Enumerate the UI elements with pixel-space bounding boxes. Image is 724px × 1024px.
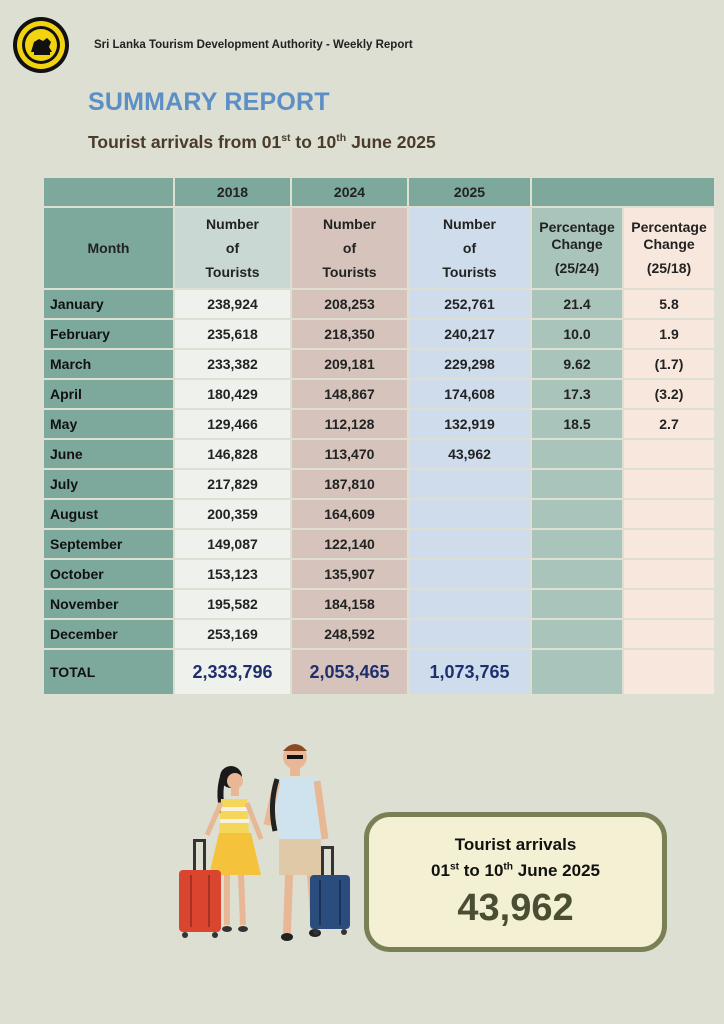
cell-p2: 1.9 [623,319,715,349]
cell-y2025 [408,469,531,499]
table-row [43,589,715,619]
cell-y2024: 122,140 [291,529,408,559]
cell-y2025 [408,499,531,529]
cell-month: June [43,439,174,469]
table-row [43,319,715,349]
cell-p2: (3.2) [623,379,715,409]
table-row [43,559,715,589]
cell-p2: (1.7) [623,349,715,379]
cell-month: March [43,349,174,379]
callout-title: Tourist arrivals [454,835,577,854]
cell-y2024: 187,810 [291,469,408,499]
table-row [43,349,715,379]
total-label: TOTAL [43,649,174,695]
cell-month: May [43,409,174,439]
arrivals-table [42,176,716,696]
cell-y2025: 174,608 [408,379,531,409]
cell-p1 [531,559,623,589]
cell-p2 [623,589,715,619]
tourists-header-2018: Number of Tourists [174,207,291,289]
table-row [43,379,715,409]
cell-y2018: 217,829 [174,469,291,499]
cell-p1: 17.3 [531,379,623,409]
cell-p1 [531,589,623,619]
callout-date-range: 01st to 10th June 2025 [431,861,600,880]
year-header-row [43,177,715,207]
cell-month: August [43,499,174,529]
cell-p2 [623,439,715,469]
cell-p2: 2.7 [623,409,715,439]
emblem-logo [12,16,70,74]
table-row [43,289,715,319]
cell-y2018: 129,466 [174,409,291,439]
cell-y2018: 253,169 [174,619,291,649]
pct-change-header-25-24: Percentage Change (25/24) [531,207,623,289]
cell-month: January [43,289,174,319]
cell-p1 [531,529,623,559]
table-row [43,409,715,439]
cell-month: December [43,619,174,649]
cell-p1 [531,619,623,649]
cell-y2024: 248,592 [291,619,408,649]
cell-y2024: 184,158 [291,589,408,619]
cell-y2024: 113,470 [291,439,408,469]
cell-y2025: 252,761 [408,289,531,319]
cell-month: April [43,379,174,409]
table-row [43,619,715,649]
table-row [43,529,715,559]
cell-month: February [43,319,174,349]
year-2025-header: 2025 [408,177,531,207]
cell-y2024: 208,253 [291,289,408,319]
total-2024: 2,053,465 [291,649,408,695]
month-header: Month [43,207,174,289]
cell-y2018: 149,087 [174,529,291,559]
total-row [43,649,715,695]
cell-y2024: 164,609 [291,499,408,529]
page-title: SUMMARY REPORT [88,88,330,116]
pct-change-header-25-18: Percentage Change (25/18) [623,207,715,289]
cell-y2024: 135,907 [291,559,408,589]
cell-y2025: 43,962 [408,439,531,469]
cell-p1: 18.5 [531,409,623,439]
cell-y2018: 238,924 [174,289,291,319]
cell-p2 [623,529,715,559]
cell-p2 [623,469,715,499]
total-2018: 2,333,796 [174,649,291,695]
cell-y2018: 235,618 [174,319,291,349]
cell-y2025: 240,217 [408,319,531,349]
cell-p1: 21.4 [531,289,623,319]
cell-p2: 5.8 [623,289,715,319]
travelers-illustration [165,735,365,955]
cell-p2 [623,559,715,589]
column-header-row [43,207,715,289]
tourists-header-2024: Number of Tourists [291,207,408,289]
cell-p1 [531,439,623,469]
cell-y2018: 233,382 [174,349,291,379]
year-2024-header: 2024 [291,177,408,207]
year-2018-header: 2018 [174,177,291,207]
cell-y2025 [408,589,531,619]
cell-y2025 [408,529,531,559]
organization-name: Sri Lanka Tourism Development Authority - Weekly Report [94,39,413,51]
cell-y2018: 180,429 [174,379,291,409]
cell-month: July [43,469,174,499]
cell-p1: 10.0 [531,319,623,349]
cell-y2025 [408,559,531,589]
cell-y2024: 218,350 [291,319,408,349]
callout-value: 43,962 [457,887,574,929]
cell-y2024: 112,128 [291,409,408,439]
cell-y2025: 132,919 [408,409,531,439]
cell-y2018: 200,359 [174,499,291,529]
page-subtitle: Tourist arrivals from 01st to 10th June 2025 [88,132,436,152]
cell-month: September [43,529,174,559]
cell-y2025 [408,619,531,649]
cell-month: October [43,559,174,589]
arrivals-callout [364,812,667,952]
tourists-header-2025: Number of Tourists [408,207,531,289]
cell-y2018: 146,828 [174,439,291,469]
cell-y2024: 209,181 [291,349,408,379]
table-row [43,439,715,469]
cell-y2018: 153,123 [174,559,291,589]
table-row [43,469,715,499]
cell-y2024: 148,867 [291,379,408,409]
cell-p1 [531,469,623,499]
cell-y2025: 229,298 [408,349,531,379]
total-2025: 1,073,765 [408,649,531,695]
cell-p2 [623,619,715,649]
table-row [43,499,715,529]
cell-p1 [531,499,623,529]
cell-p1: 9.62 [531,349,623,379]
cell-p2 [623,499,715,529]
cell-y2018: 195,582 [174,589,291,619]
cell-month: November [43,589,174,619]
